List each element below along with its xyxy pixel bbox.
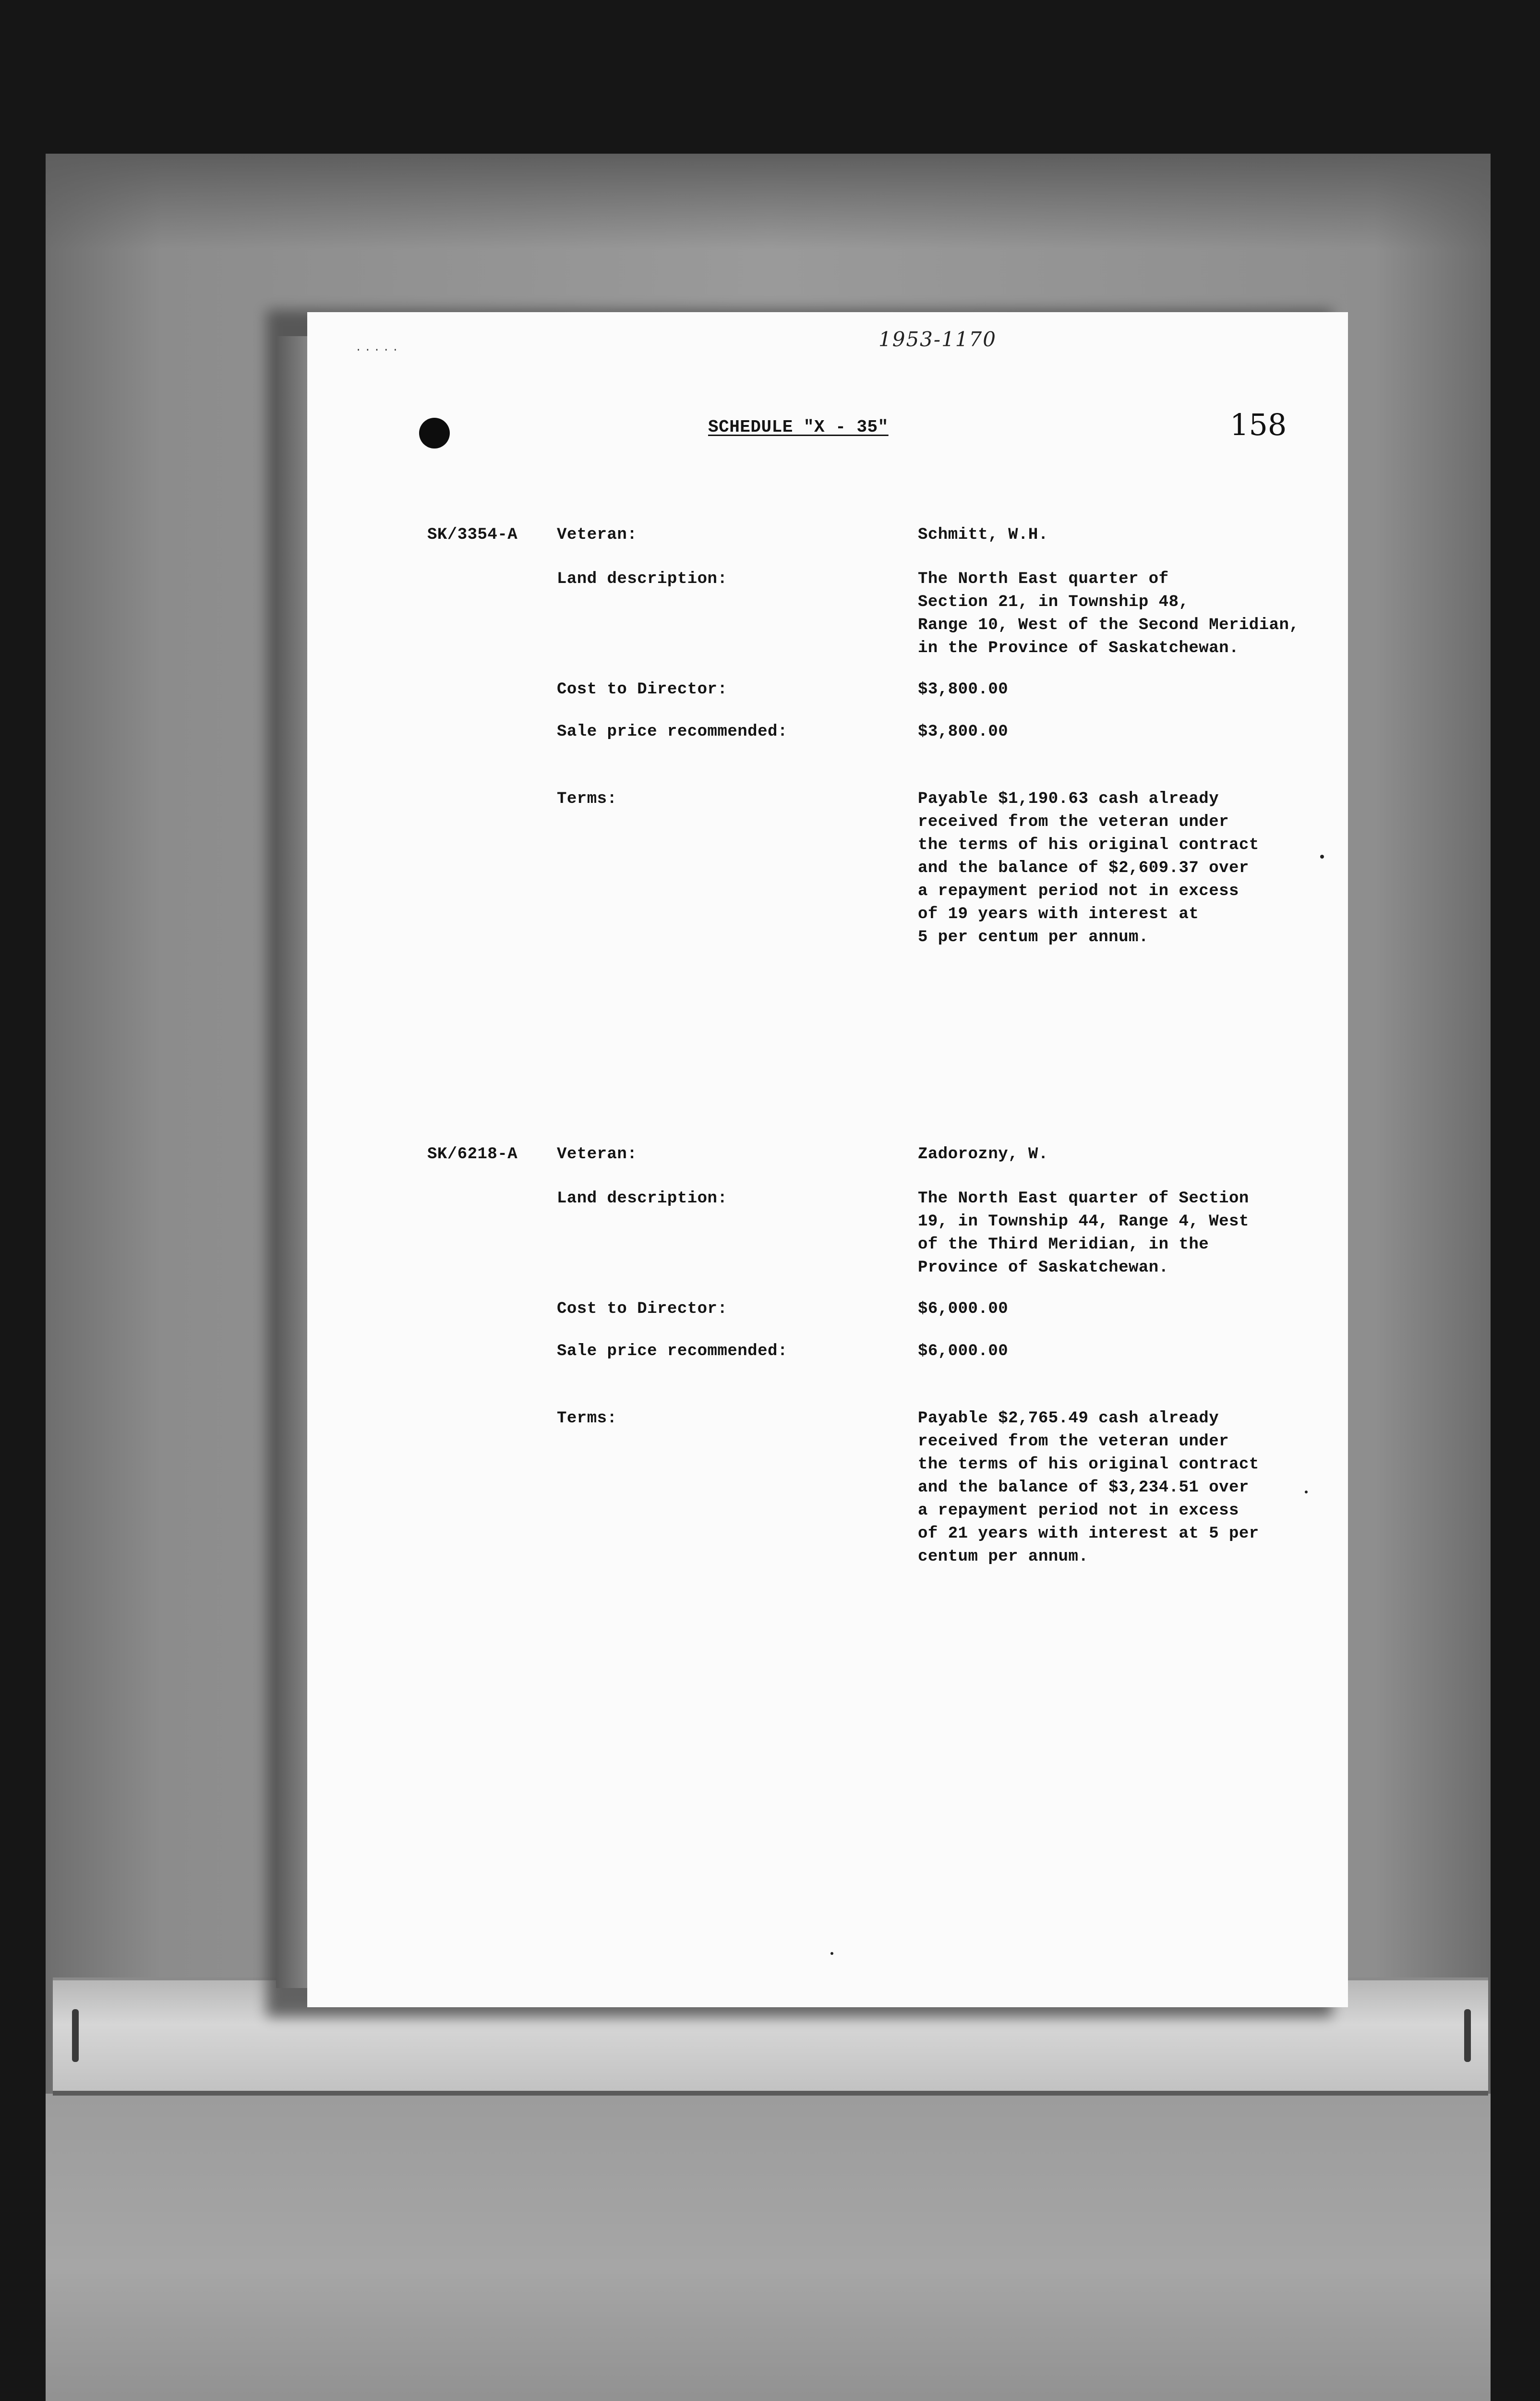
terms-line: the terms of his original contract [918,1455,1259,1474]
land-line: The North East quarter of Section [918,1189,1249,1208]
land-line: 19, in Township 44, Range 4, West [918,1213,1249,1231]
document-page [307,312,1348,2007]
land-line: Section 21, in Township 48, [918,593,1189,611]
cost-value: $3,800.00 [918,680,1009,699]
terms-line: and the balance of $3,234.51 over [918,1479,1249,1497]
veteran-label: Veteran: [557,526,638,544]
land-line: The North East quarter of [918,570,1169,588]
land-line: Province of Saskatchewan. [918,1259,1169,1277]
cost-value: $6,000.00 [918,1300,1009,1318]
ink-speck [1305,1491,1308,1493]
clamp-slot-right [1464,2009,1471,2062]
sale-price-value: $6,000.00 [918,1342,1009,1360]
terms-line: a repayment period not in excess [918,882,1239,900]
land-line: Range 10, West of the Second Meridian, [918,616,1299,634]
terms-line: Payable $1,190.63 cash already [918,790,1219,808]
land-line: in the Province of Saskatchewan. [918,639,1239,657]
terms-line: Payable $2,765.49 cash already [918,1409,1219,1428]
terms-line: the terms of his original contract [918,836,1259,854]
land-description-label: Land description: [557,570,728,588]
handwritten-reference: 1953-1170 [878,327,997,351]
veteran-label: Veteran: [557,1145,638,1164]
ink-speck [830,1952,833,1955]
pencil-dots: ..... [355,342,402,354]
schedule-title: SCHEDULE "X - 35" [708,417,889,437]
cost-label: Cost to Director: [557,1300,728,1318]
file-number: SK/3354-A [427,526,518,544]
terms-line: of 19 years with interest at [918,905,1199,923]
land-description-label: Land description: [557,1189,728,1208]
terms-line: centum per annum. [918,1548,1089,1566]
ink-speck [1320,855,1324,859]
terms-line: and the balance of $2,609.37 over [918,859,1249,877]
board-shadow [46,154,1491,250]
sale-price-label: Sale price recommended: [557,1342,788,1360]
punch-hole [419,418,450,449]
terms-line: 5 per centum per annum. [918,928,1149,946]
terms-label: Terms: [557,1409,617,1428]
terms-line: received from the veteran under [918,1432,1229,1451]
terms-line: a repayment period not in excess [918,1502,1239,1520]
lower-board [46,2094,1491,2401]
sale-price-value: $3,800.00 [918,723,1009,741]
cost-label: Cost to Director: [557,680,728,699]
land-line: of the Third Meridian, in the [918,1236,1209,1254]
terms-label: Terms: [557,790,617,808]
veteran-name: Zadorozny, W. [918,1145,1048,1164]
terms-line: received from the veteran under [918,813,1229,831]
page-number: 158 [1230,407,1287,442]
clamp-slot-left [72,2009,79,2062]
veteran-name: Schmitt, W.H. [918,526,1048,544]
sale-price-label: Sale price recommended: [557,723,788,741]
file-number: SK/6218-A [427,1145,518,1164]
terms-line: of 21 years with interest at 5 per [918,1525,1259,1543]
